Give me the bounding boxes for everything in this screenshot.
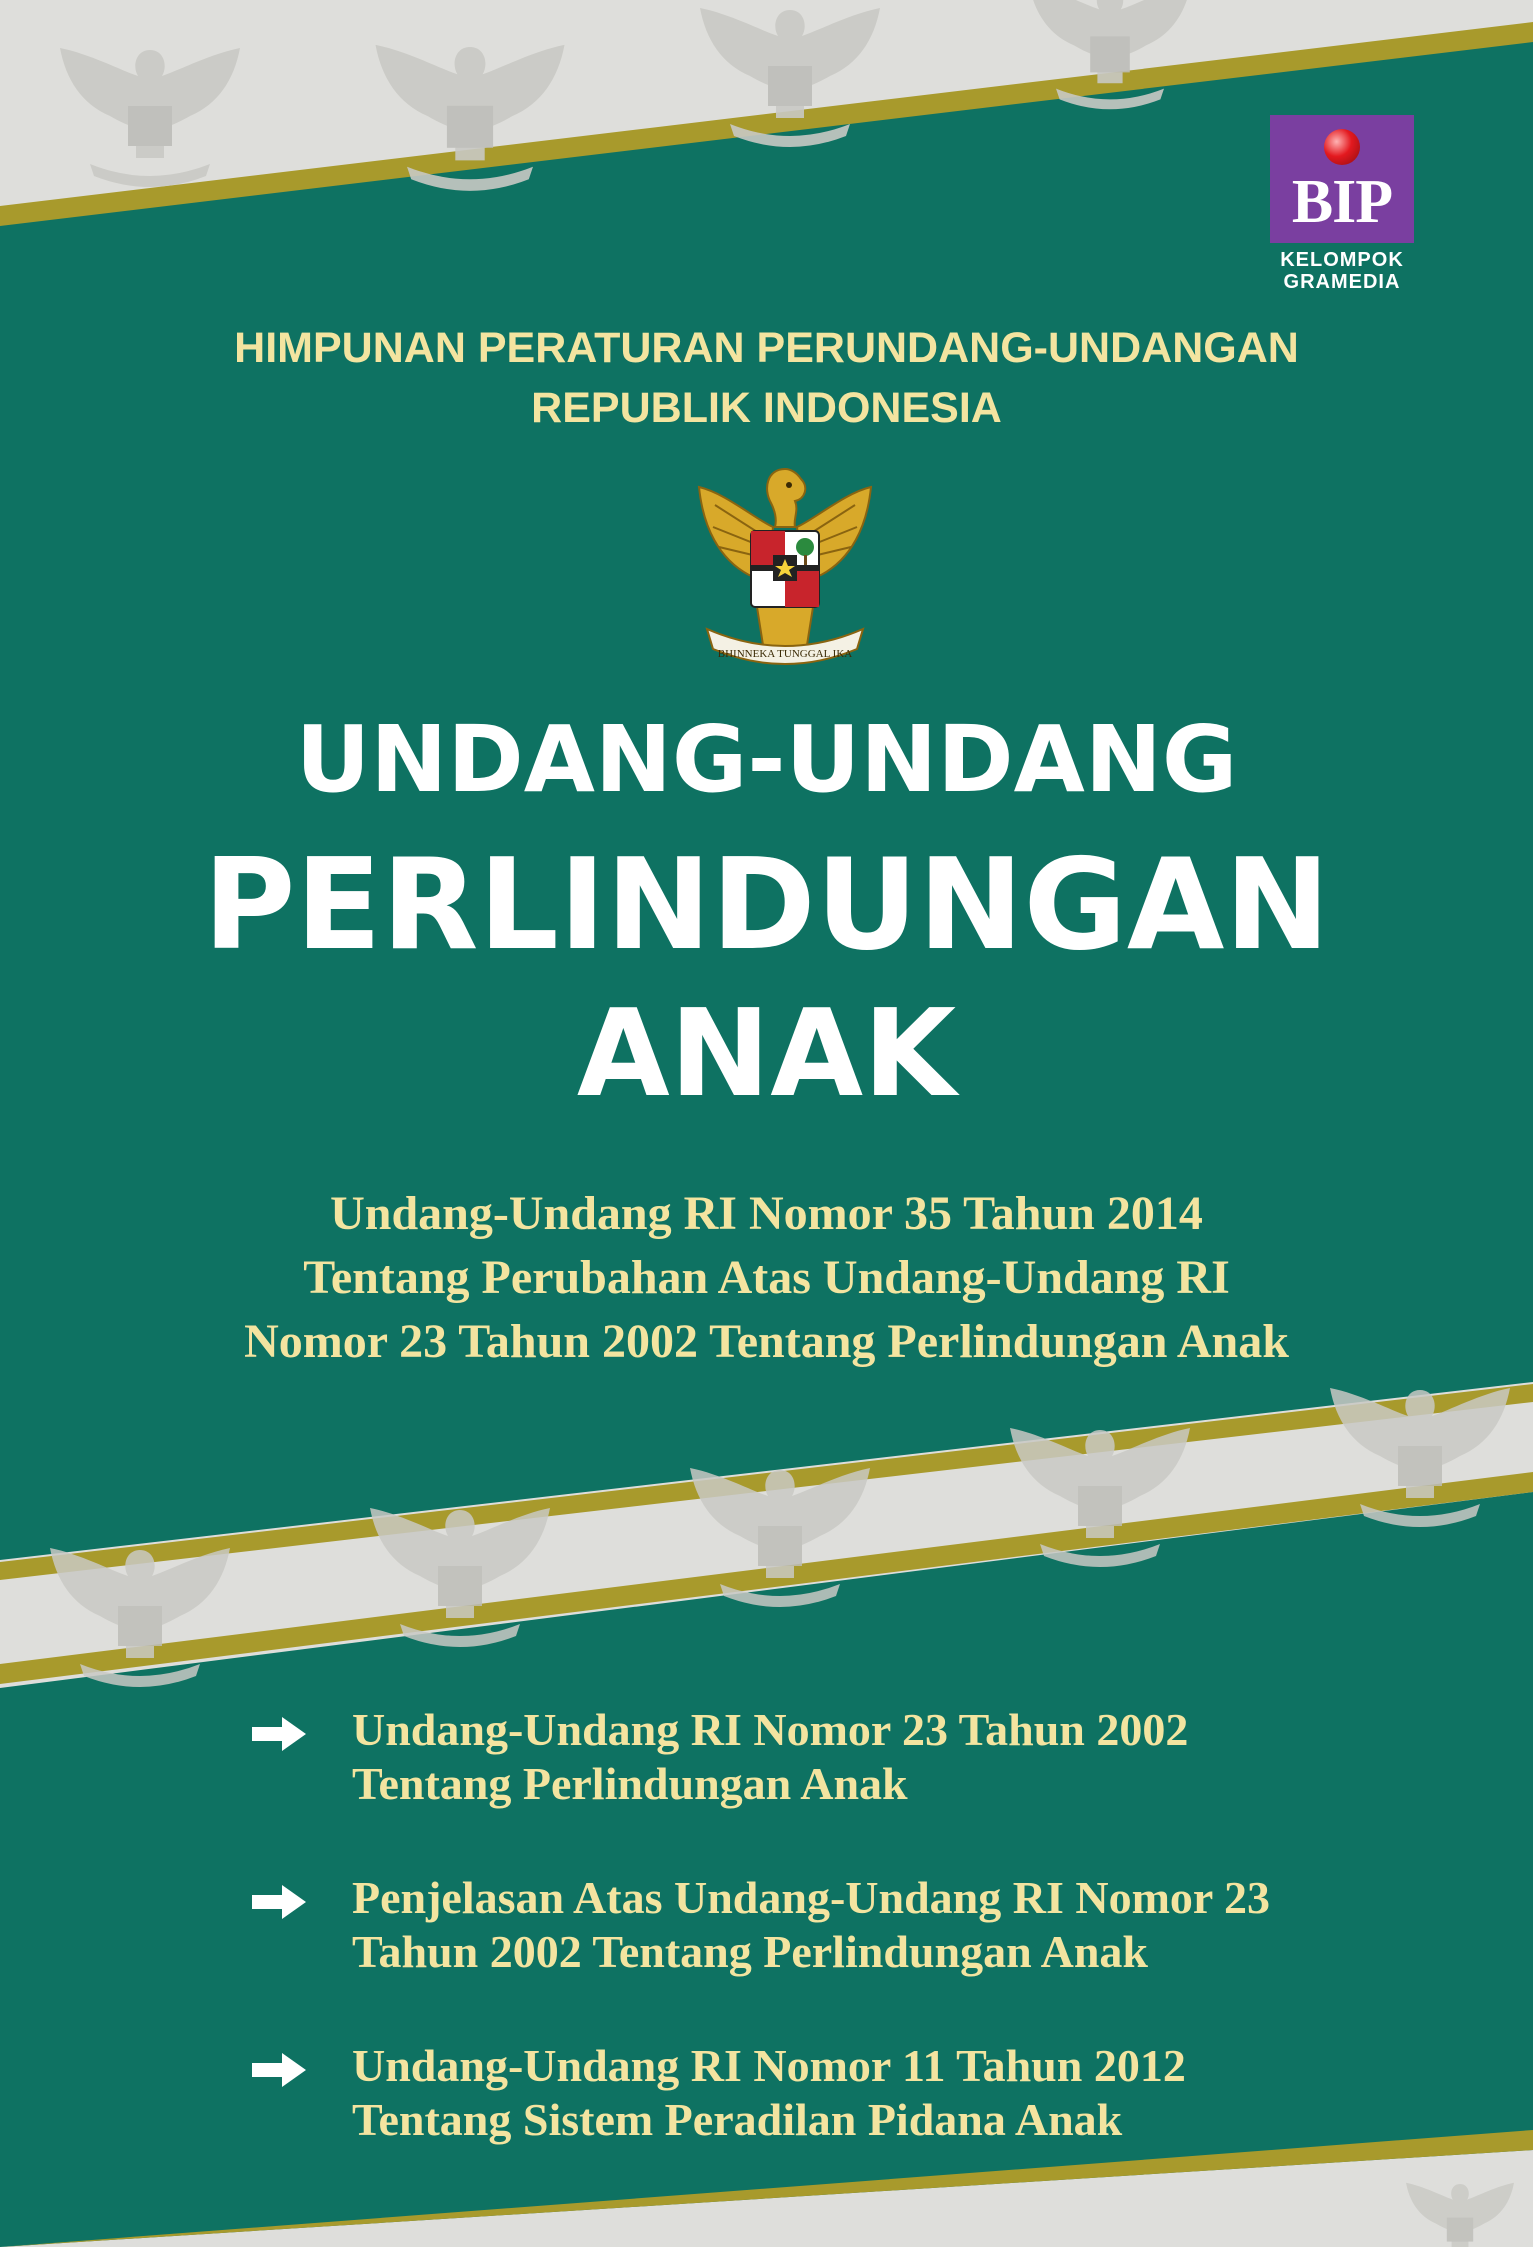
logo-letters: BIP	[1291, 168, 1393, 236]
list-item	[252, 1871, 1452, 2039]
red-ball-icon	[1324, 129, 1360, 165]
series-title-line1: HIMPUNAN PERATURAN PERUNDANG-UNDANGAN	[234, 324, 1299, 372]
list-item-text	[352, 1871, 1270, 1979]
publisher-caption-line1: KELOMPOK	[1280, 249, 1404, 271]
arrow-right-icon	[252, 2053, 306, 2087]
series-title-line2: REPUBLIK INDONESIA	[531, 384, 1002, 432]
list-item-text	[352, 2039, 1186, 2147]
list-item	[252, 1703, 1452, 1871]
bip-logo-mark	[1270, 115, 1414, 243]
contents-list	[252, 1703, 1452, 2207]
list-item	[252, 2039, 1452, 2207]
subtitle-line1: Undang-Undang RI Nomor 35 Tahun 2014	[330, 1187, 1203, 1240]
subtitle-line2: Tentang Perubahan Atas Undang-Undang RI	[303, 1251, 1230, 1304]
arrow-right-icon	[252, 1885, 306, 1919]
garuda-pancasila-icon	[690, 462, 880, 672]
list-item-line2: Tahun 2002 Tentang Perlindungan Anak	[352, 1926, 1148, 1977]
subtitle	[0, 1182, 1533, 1374]
list-item-line1: Undang-Undang RI Nomor 23 Tahun 2002	[352, 1704, 1189, 1755]
list-item-line1: Undang-Undang RI Nomor 11 Tahun 2012	[352, 2040, 1186, 2091]
list-item-text	[352, 1703, 1188, 1811]
list-item-line1: Penjelasan Atas Undang-Undang RI Nomor 23	[352, 1872, 1271, 1923]
main-title-line1: UNDANG-UNDANG	[295, 706, 1238, 813]
series-title	[0, 318, 1533, 438]
publisher-caption	[1270, 249, 1414, 293]
main-title-line3: ANAK	[576, 985, 957, 1124]
main-title-line2: PERLINDUNGAN	[203, 831, 1330, 978]
publisher-logo	[1270, 115, 1414, 293]
publisher-caption-line2: GRAMEDIA	[1283, 271, 1401, 293]
list-item-line2: Tentang Sistem Peradilan Pidana Anak	[352, 2094, 1123, 2145]
emblem-motto: BHINNEKA TUNGGAL IKA	[717, 648, 853, 660]
arrow-right-icon	[252, 1717, 306, 1751]
list-item-line2: Tentang Perlindungan Anak	[352, 1758, 908, 1809]
subtitle-line3: Nomor 23 Tahun 2002 Tentang Perlindungan Anak	[244, 1315, 1289, 1368]
